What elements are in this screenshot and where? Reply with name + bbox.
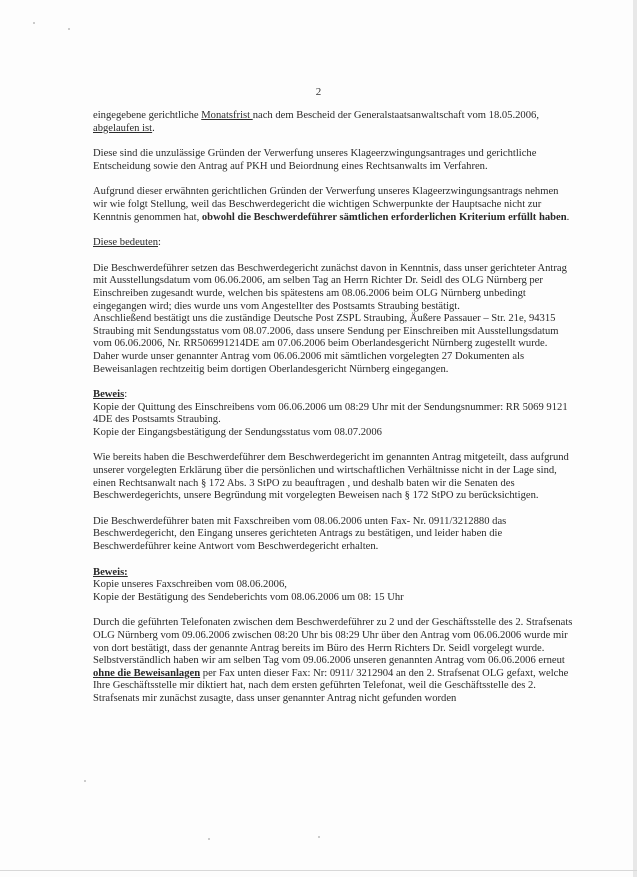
evidence-item: Kopie der Bestätigung des Sendeberichts vom 08.06.2006 um 08: 15 Uhr bbox=[93, 591, 404, 603]
evidence-item: Kopie der Eingangsbestätigung der Sendungsstatus vom 08.07.2006 bbox=[93, 426, 382, 438]
underlined-abgelaufen: abgelaufen ist bbox=[93, 122, 153, 134]
paragraph-deadline: eingegebene gerichtliche Monatsfrist nach dem Bescheid der Generalstaatsanwaltschaft vom 18.05.2006, abgelaufen ist. bbox=[93, 110, 539, 134]
evidence-item: Kopie unseres Faxschreiben vom 08.06.2006, bbox=[93, 579, 287, 591]
underlined-monatsfrist: Monatsfrist bbox=[201, 110, 253, 121]
paragraph-delivery: Die Beschwerdeführer setzen das Beschwerdegericht zunächst davon in Kenntnis, dass unser gerichteter Antrag mit Ausstellungsdatum vom 06.06.2006, am selben Tag an Herrn Richter Dr. Seidl des OLG Nürnberg per Einschreiben zugesandt wurde, welchen bis spätestens am 08.06.2006 beim OLG Nürnberg unbedingt eingegangen wird; dies wurde uns vom Angestellter des Postsamts Straubing bestätigt. Anschließend bestätigt uns die zuständige Deutsche Post ZSPL Straubing, Äußere Passauer – Str. 21e, 94315 Straubing mit Sendungsstatus vom 08.07.2006, dass unsere Sendung per Einschreiben mit Ausstellungsdatum vom 06.06.2006, Nr. RR506991214DE am 07.06.2006 beim Oberlandesgericht Nürnberg zugestellt wurde. Daher wurde unser genannter Antrag vom 06.06.2006 mit sämtlichen vorgelegten 27 Dokumenten als Beweisanlagen rechtzeitig beim dortigen Oberlandesgericht Nürnberg eingegangen. bbox=[93, 262, 567, 375]
document-body bbox=[93, 110, 573, 706]
scan-edge-shadow bbox=[633, 0, 637, 877]
paragraph-statement: Aufgrund dieser erwähnten gerichtlichen Gründen der Verwerfung unseres Klageerzwingungsantrags nehmen wir wie folgt Stellung, weil das Beschwerdegericht die wichtigen Schwerpunkte der Hauptsache nicht zur Kenntnis genommen hat, obwohl die Beschwerdeführer sämtlichen erforderlichen Kriterium erfüllt haben. bbox=[93, 186, 570, 223]
bold-without-evidence: ohne die Beweisanlagen bbox=[93, 667, 201, 679]
evidence-heading: Beweis bbox=[93, 389, 125, 401]
scan-speck bbox=[318, 836, 320, 838]
scan-speck bbox=[33, 22, 35, 24]
evidence-item: Kopie der Quittung des Einschreibens vom 06.06.2006 um 08:29 Uhr mit der Sendungsnummer: RR 5069 9121 4DE des Postsamts Straubing. bbox=[93, 401, 568, 426]
scan-speck bbox=[208, 838, 210, 840]
paragraph-fax: Die Beschwerdeführer baten mit Faxschreiben vom 08.06.2006 unten Fax- Nr. 0911/3212880 das Beschwerdegericht, den Eingang unseres gerichteten Antrags zu bestätigen, und leider haben die Beschwerdeführer keine Antwort vom Beschwerdegericht erhalten. bbox=[93, 515, 507, 553]
scan-bottom-edge bbox=[0, 870, 637, 871]
evidence-heading: Beweis: bbox=[93, 566, 128, 578]
paragraph-reasons: Diese sind die unzulässige Gründen der Verwerfung unseres Klageerzwingungsantrages und gerichtliche Entscheidung sowie den Antrag auf PKH und Beiordnung eines Rechtsanwalts im Verfahren. bbox=[93, 148, 537, 172]
paragraph-lawyer: Wie bereits haben die Beschwerdeführer dem Beschwerdegericht im genannten Antrag mitgeteilt, dass aufgrund unserer vorgelegten Erklärung über die persönlichen und wirtschaftlichen Verhältnisse nicht in der Lage sind, einen Rechtsanwalt nach § 172 Abs. 3 StPO zu beauftragen , und deshalb baten wir die Senaten des Beschwerdegerichts, unsere Begründung mit vorgelegten Beweisen nach § 172 StPO zu berücksichtigen. bbox=[93, 452, 569, 502]
underlined-diese-bedeuten: Diese bedeuten bbox=[93, 237, 159, 249]
page-number: 2 bbox=[315, 86, 322, 98]
scan-speck bbox=[68, 28, 70, 30]
bold-criteria-fulfilled: obwohl die Beschwerdeführer sämtlichen erforderlichen Kriterium erfüllt haben bbox=[201, 211, 567, 223]
scan-speck bbox=[84, 780, 86, 782]
evidence-block-2 bbox=[93, 567, 573, 605]
paragraph-phone-calls: Durch die geführten Telefonaten zwischen dem Beschwerdeführer zu 2 und der Geschäftsstelle des 2. Strafsenats OLG Nürnberg vom 09.06.2006 zwischen 08:20 Uhr bis 08:29 Uhr über den Antrag vom 06.06.2006 wurde mir von dort bestätigt, dass der genannte Antrag bereits im Büro des Herrn Richters Dr. Seidl vorgelegt wurde. Selbstverständlich haben wir am selben Tag vom 09.06.2006 unseren genannten Antrag vom 06.06.2006 erneut ohne die Beweisanlagen per Fax unten dieser Fax: Nr: 0911/ 3212904 an den 2. Strafsenat OLG gefaxt, welche Ihre Geschäftsstelle mir diktiert hat, nach dem ersten geführten Telefonat, weil die Geschäftsstelle des 2. Strafsenats mir zunächst zusagte, dass unser genannter Antrag nicht gefunden worden bbox=[93, 617, 573, 704]
evidence-block-1: Beweis: Kopie der Quittung des Einschreibens vom 06.06.2006 um 08:29 Uhr mit der Sendungsnummer: RR 5069 9121 4DE des Postsamts Straubing. Kopie der Eingangsbestätigung der Sendungsstatus vom 08.07.2006 bbox=[93, 389, 568, 438]
paragraph-meaning: Diese bedeuten: bbox=[93, 237, 161, 249]
